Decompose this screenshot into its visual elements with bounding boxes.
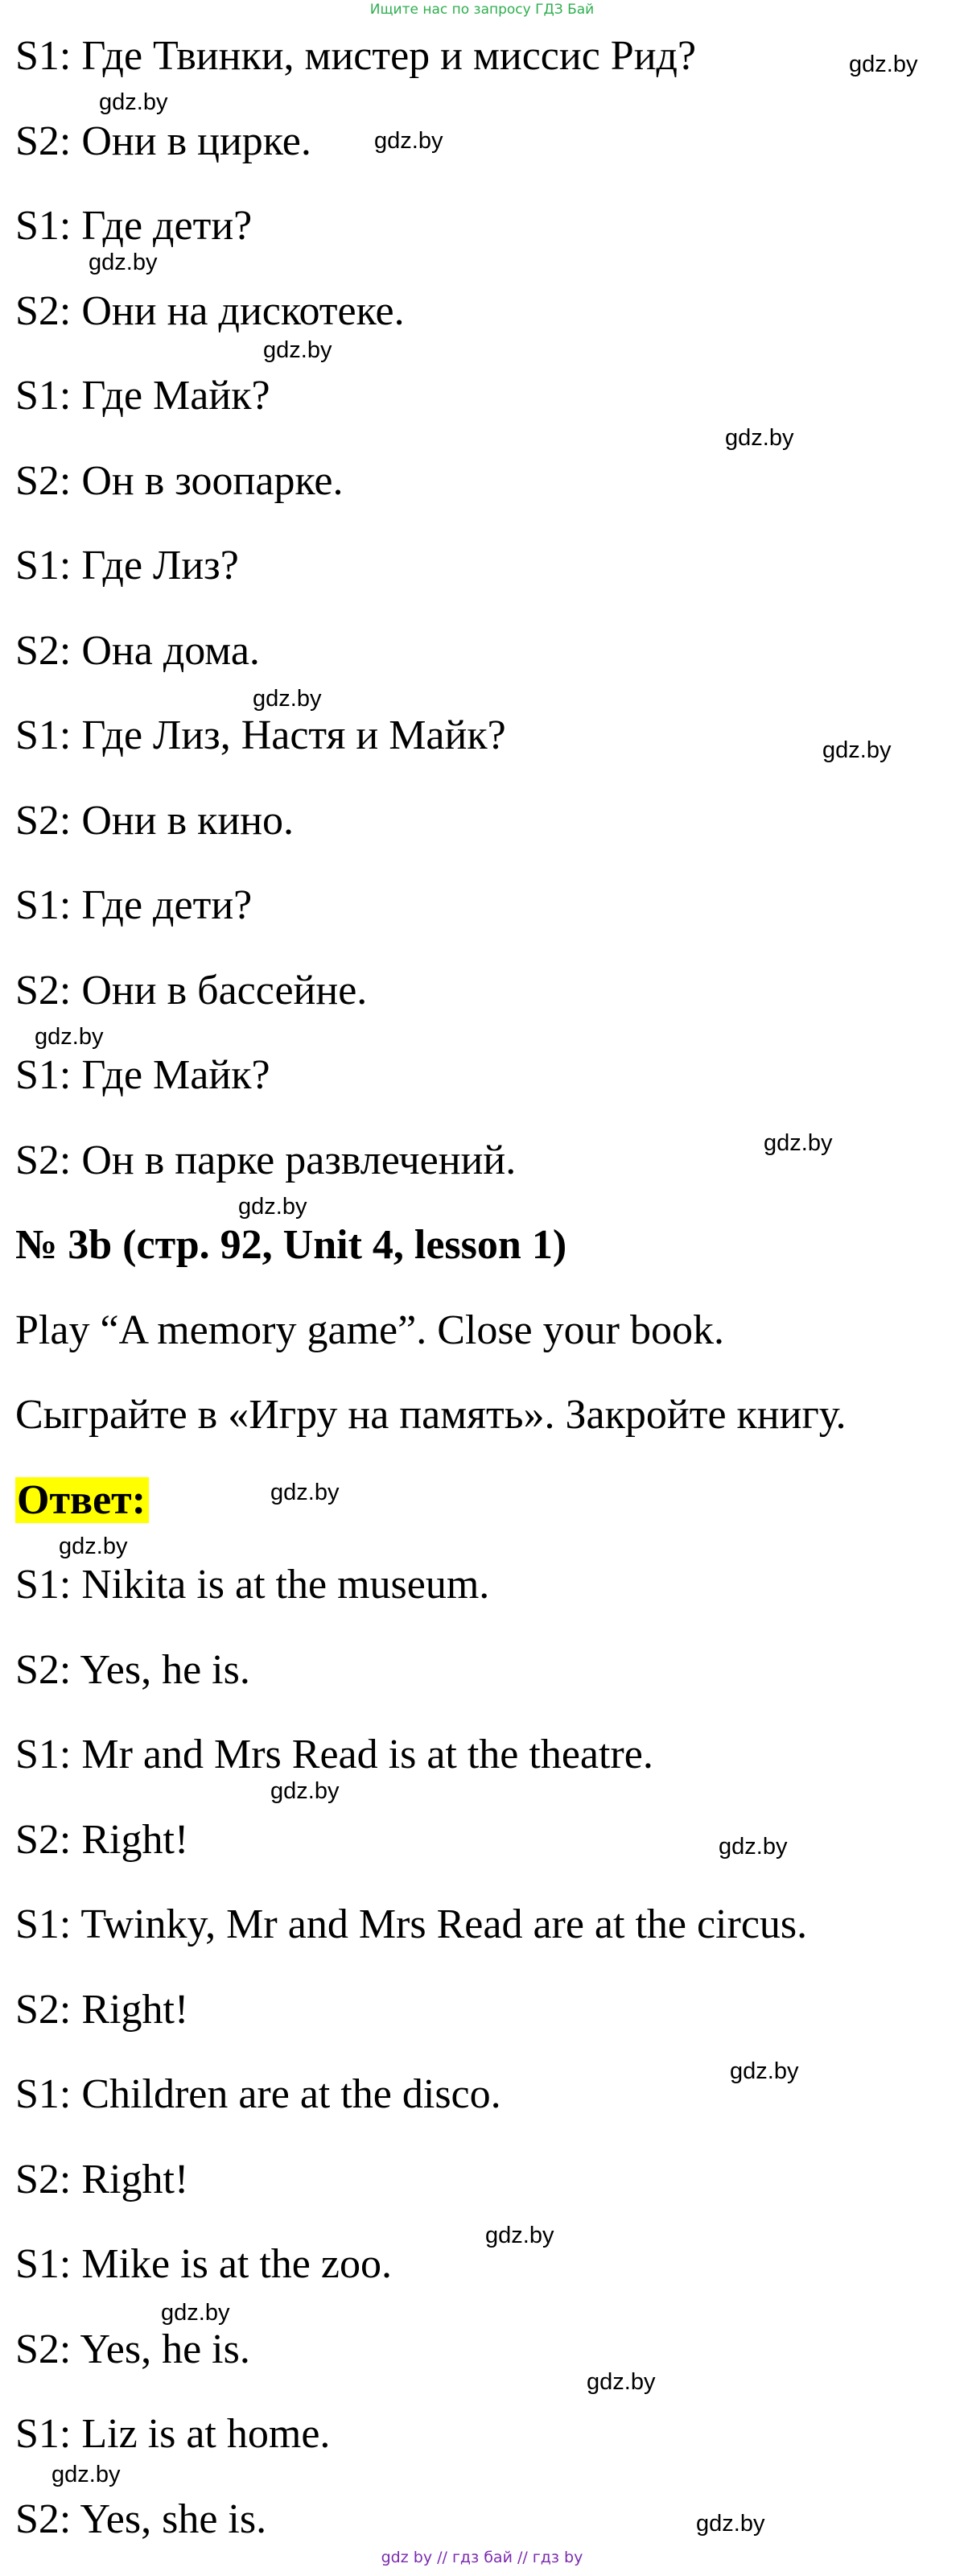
watermark: gdz.by xyxy=(374,128,443,154)
watermark: gdz.by xyxy=(485,2223,554,2248)
dialogue-line: S1: Где Лиз, Настя и Майк? xyxy=(15,712,506,758)
watermark: gdz.by xyxy=(238,1194,307,1220)
dialogue-line: S1: Nikita is at the museum. xyxy=(15,1562,490,1608)
watermark: gdz.by xyxy=(99,89,168,115)
watermark: gdz.by xyxy=(696,2511,765,2537)
dialogue-line: S2: Yes, he is. xyxy=(15,2326,250,2372)
dialogue-line: S2: Right! xyxy=(15,1987,189,2033)
dialogue-line: S2: Right! xyxy=(15,1817,189,1863)
dialogue-line: S2: Он в зоопарке. xyxy=(15,458,344,504)
watermark: gdz.by xyxy=(161,2300,230,2326)
dialogue-line: S2: Они в кино. xyxy=(15,798,295,844)
watermark: gdz.by xyxy=(253,686,322,712)
answer-label: Ответ: xyxy=(15,1477,149,1523)
watermark: gdz.by xyxy=(764,1130,833,1156)
exercise-heading: № 3b (стр. 92, Unit 4, lesson 1) xyxy=(15,1222,567,1268)
footer-watermark: gdz by // гдз бай // гдз by xyxy=(381,2549,583,2566)
dialogue-line: S1: Где Лиз? xyxy=(15,543,239,588)
watermark: gdz.by xyxy=(270,1778,340,1804)
task-text-english: Play “A memory game”. Close your book. xyxy=(15,1307,724,1353)
dialogue-line: S2: Right! xyxy=(15,2157,189,2202)
dialogue-line: S1: Mr and Mrs Read is at the theatre. xyxy=(15,1732,653,1777)
answer-heading xyxy=(15,1476,149,1525)
watermark: gdz.by xyxy=(725,425,794,451)
dialogue-line: S1: Twinky, Mr and Mrs Read are at the circus. xyxy=(15,1901,808,1947)
dialogue-line: S2: Они в цирке. xyxy=(15,118,311,164)
dialogue-line: S1: Children are at the disco. xyxy=(15,2071,501,2117)
dialogue-line: S2: Yes, she is. xyxy=(15,2496,267,2542)
dialogue-line: S1: Где дети? xyxy=(15,882,253,928)
watermark: gdz.by xyxy=(263,337,332,363)
watermark: gdz.by xyxy=(587,2369,656,2395)
watermark: gdz.by xyxy=(719,1834,788,1860)
dialogue-line: S1: Где Твинки, мистер и миссис Рид? xyxy=(15,33,697,79)
watermark: gdz.by xyxy=(849,52,918,77)
dialogue-line: S1: Где дети? xyxy=(15,203,253,249)
task-text-russian: Сыграйте в «Игру на память». Закройте книгу. xyxy=(15,1392,847,1438)
dialogue-line: S1: Mike is at the zoo. xyxy=(15,2241,392,2287)
dialogue-line: S1: Где Майк? xyxy=(15,373,270,419)
watermark: gdz.by xyxy=(270,1480,340,1505)
dialogue-line: S1: Где Майк? xyxy=(15,1052,270,1098)
watermark: gdz.by xyxy=(59,1534,128,1559)
dialogue-line: S1: Liz is at home. xyxy=(15,2411,331,2457)
watermark: gdz.by xyxy=(822,737,892,763)
watermark: gdz.by xyxy=(730,2058,799,2084)
watermark: gdz.by xyxy=(35,1024,104,1050)
watermark: gdz.by xyxy=(89,250,158,275)
dialogue-line: S2: Они в бассейне. xyxy=(15,968,368,1013)
top-banner: Ищите нас по запросу ГДЗ Бай xyxy=(369,2,595,18)
dialogue-line: S2: Она дома. xyxy=(15,628,260,674)
dialogue-line: S2: Он в парке развлечений. xyxy=(15,1137,517,1183)
dialogue-line: S2: Они на дискотеке. xyxy=(15,288,405,334)
watermark: gdz.by xyxy=(51,2462,121,2487)
dialogue-line: S2: Yes, he is. xyxy=(15,1647,250,1693)
